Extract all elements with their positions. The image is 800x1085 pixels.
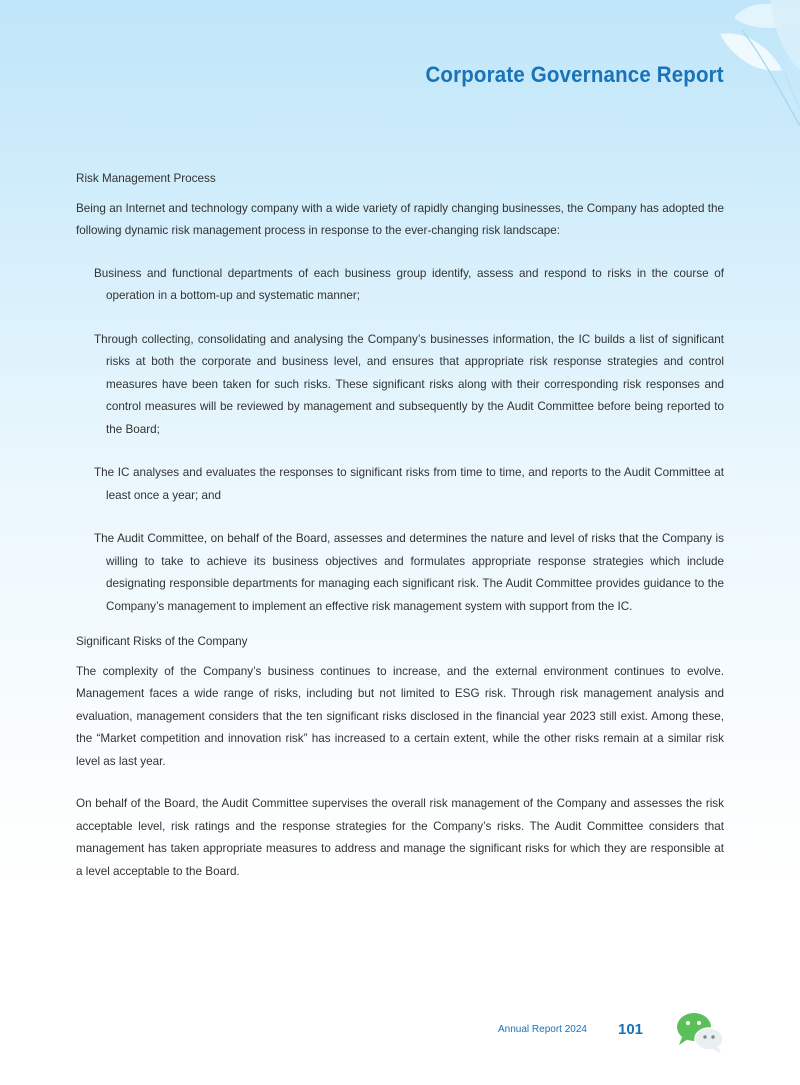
risk-process-intro: Being an Internet and technology company with a wide variety of rapidly changing businesses, the Company has adopted the following dynamic risk management process in response to the ever-changing risk landscape: bbox=[76, 201, 724, 237]
report-body bbox=[76, 168, 724, 883]
page-title: Corporate Governance Report bbox=[425, 62, 724, 87]
wechat-icon bbox=[674, 1010, 726, 1054]
audit-committee-paragraph: On behalf of the Board, the Audit Committee supervises the overall risk management of the Company and assesses the risk acceptable level, risk ratings and the response strategies for the Company’s risks. The Audit Committee considers that management has taken appropriate measures to address and manage the significant risks for which they are responsible at a level acceptable to the Board. bbox=[76, 797, 724, 878]
list-item: The IC analyses and evaluates the responses to significant risks from time to time, and reports to the Audit Committee at least once a year; and bbox=[94, 466, 724, 502]
list-item: Business and functional departments of each business group identify, assess and respond to risks in the course of operation in a bottom-up and systematic manner; bbox=[94, 266, 724, 302]
page-number: 101 bbox=[618, 1021, 644, 1038]
risk-process-list bbox=[76, 263, 724, 619]
section-heading-risk-process: Risk Management Process bbox=[76, 172, 216, 185]
list-item: Through collecting, consolidating and analysing the Company’s businesses information, the IC builds a list of significant risks at both the corporate and business level, and ensures that appropriate risk response strategies and control measures have been taken for such risks. These significant risks along with their corresponding risk responses and control measures will be reviewed by management and subsequently by the Audit Committee before being reported to the Board; bbox=[94, 332, 724, 436]
section-heading-significant-risks: Significant Risks of the Company bbox=[76, 635, 248, 648]
significant-risks-paragraph: The complexity of the Company’s business continues to increase, and the external environment continues to evolve. Management faces a wide range of risks, including but not limited to ESG risk. Through risk management analysis and evaluation, management considers that the ten significant risks disclosed in the financial year 2023 still exist. Among these, the “Market competition and innovation risk” has increased to a certain extent, while the other risks remain at a similar risk level as last year. bbox=[76, 664, 724, 768]
list-item: The Audit Committee, on behalf of the Board, assesses and determines the nature and level of risks that the Company is willing to take to achieve its business objectives and formulates appropriate response strategies which include designating responsible departments for managing each significant risk. The Audit Committee provides guidance to the Company’s management to implement an effective risk management system with support from the IC. bbox=[94, 532, 724, 613]
annual-report-label: Annual Report 2024 bbox=[498, 1024, 587, 1035]
